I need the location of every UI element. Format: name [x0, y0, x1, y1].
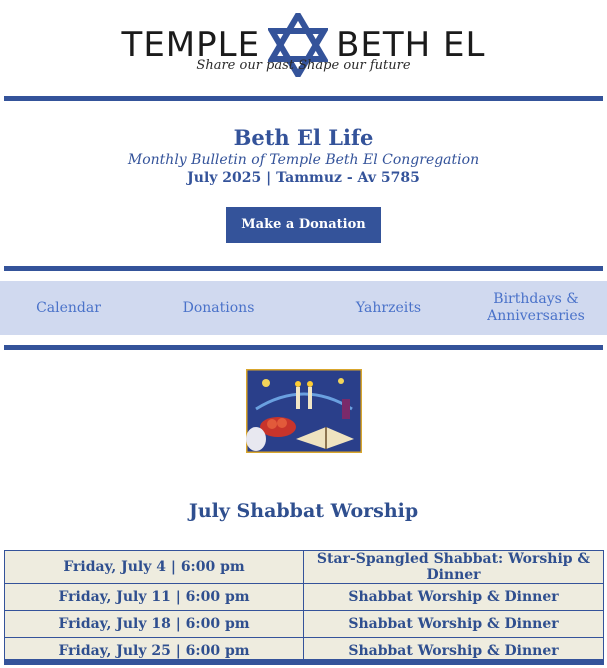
table-row: [5, 584, 604, 611]
row-date: Friday, July 11 | 6:00 pm: [5, 584, 304, 611]
row-date: Friday, July 18 | 6:00 pm: [5, 611, 304, 638]
make-donation-button[interactable]: Make a Donation: [226, 207, 380, 243]
table-row: [5, 611, 604, 638]
nav-item-donations[interactable]: Donations: [182, 299, 255, 316]
issue-date: July 2025 | Tammuz - Av 5785: [187, 170, 420, 186]
divider: [4, 659, 603, 664]
page-title: Beth El Life: [233, 125, 374, 150]
row-date: Friday, July 4 | 6:00 pm: [5, 551, 304, 584]
divider: [4, 266, 603, 271]
nav-item-calendar[interactable]: Calendar: [36, 299, 101, 316]
row-event: Shabbat Worship & Dinner: [304, 611, 604, 638]
bulletin-header: [0, 101, 607, 266]
page-subtitle: Monthly Bulletin of Temple Beth El Congregation: [127, 152, 480, 168]
worship-schedule-table: [4, 550, 604, 665]
row-event: Shabbat Worship & Dinner: [304, 584, 604, 611]
row-event: Shabbat Worship & Dinner: [304, 638, 604, 665]
table-row: [5, 551, 604, 584]
row-date: Friday, July 25 | 6:00 pm: [5, 638, 304, 665]
logo-word-temple: TEMPLE: [121, 25, 261, 65]
shabbat-artwork-image: [246, 369, 362, 453]
nav-item-birthdays-anniversaries[interactable]: Birthdays & Anniversaries: [487, 291, 585, 324]
artwork-container: [0, 350, 607, 476]
nav-bar: [0, 281, 607, 335]
row-event: Star-Spangled Shabbat: Worship & Dinner: [304, 551, 604, 584]
logo-word-beth-el: BETH EL: [336, 25, 486, 65]
nav-item-yahrzeits[interactable]: Yahrzeits: [355, 299, 422, 316]
worship-section-title: July Shabbat Worship: [188, 500, 419, 522]
logo-tagline: Share our past Shape our future: [196, 58, 411, 73]
temple-logo[interactable]: [0, 0, 607, 96]
